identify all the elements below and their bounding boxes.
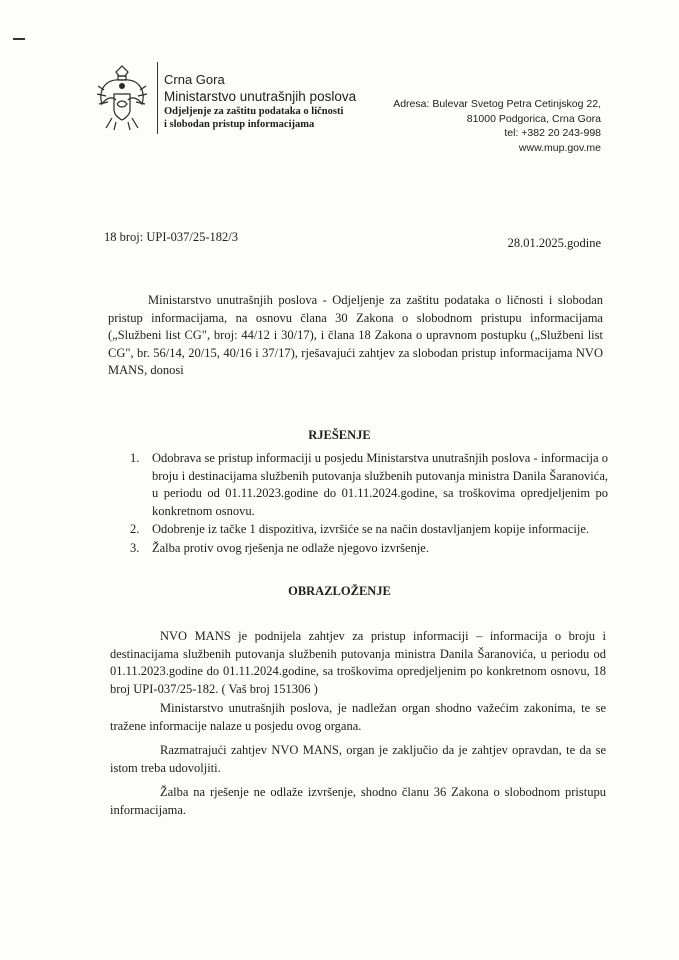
decision-list [130, 446, 608, 558]
list-item [130, 540, 608, 558]
header-divider [157, 62, 158, 134]
item-number: 3. [130, 540, 140, 555]
list-item [130, 450, 608, 520]
list-item [130, 521, 608, 539]
reasoning-paragraph-4: Žalba na rješenje ne odlaže izvršenje, shodno članu 36 Zakona o slobodnom pristupu informacijama. [110, 785, 606, 817]
reference-number: 18 broj: UPI-037/25-182/3 [104, 230, 239, 244]
reasoning-title: OBRAZLOŽENJE [288, 584, 391, 598]
reasoning-paragraph-2: Ministarstvo unutrašnjih poslova, je nadležan organ shodno važećim zakonima, te se tražene informacije nalaze u posjedu ovog organa. [110, 701, 606, 733]
department-line-1: Odjeljenje za zaštitu podataka o ličnosti [164, 106, 344, 117]
organization-block [164, 72, 356, 131]
reasoning-paragraph-1: NVO MANS je podnijela zahtjev za pristup informaciji – informacija o broju i destinacijama službenih putovanja službenih putovanja ministra Danila Šaranovića, u periodu od 01.11.2023.godine do 01.11.2024.godine, sa troškovima opredjeljenim po konkretnom osnovu, 18 broj UPI-037/25-182. ( Vaš broj 151306 ) [110, 629, 606, 696]
coat-of-arms-icon [94, 64, 150, 132]
scan-mark [13, 38, 25, 40]
decision-title: RJEŠENJE [308, 428, 371, 442]
item-number: 2. [130, 522, 140, 536]
address-line-2: 81000 Podgorica, Crna Gora [466, 112, 601, 125]
country-name: Crna Gora [164, 72, 225, 87]
intro-paragraph: Ministarstvo unutrašnjih poslova - Odjeljenje za zaštitu podataka o ličnosti i slobodan pristup informacijama, na osnovu člana 30 Zakona o slobodnom pristupu informacijama („Službeni list CG", broj: 44/12 i 30/17), i člana 18 Zakona o upravnom postupku („Službeni list CG", br. 56/14, 20/15, 40/16 i 37/17), rješavajući zahtjev za slobodan pristup informacijama NVO MANS, donosi [108, 293, 603, 377]
item-number: 1. [130, 451, 140, 465]
website-link[interactable]: www.mup.gov.me [518, 141, 601, 154]
item-text: Žalba protiv ovog rješenja ne odlaže njegovo izvršenje. [152, 540, 429, 555]
phone: tel: +382 20 243-998 [504, 127, 601, 139]
document-date: 28.01.2025.godine [507, 236, 601, 250]
reasoning-paragraph-3: Razmatrajući zahtjev NVO MANS, organ je zaključio da je zahtjev opravdan, te da se istom treba udovoljiti. [110, 743, 606, 775]
department-line-2: i slobodan pristup informacijama [164, 119, 315, 130]
item-text: Odobrava se pristup informaciji u posjedu Ministarstva unutrašnjih poslova - informacija o broju i destinacijama službenih putovanja službenih putovanja ministra Danila Šaranovića, u periodu od 01.11.2023.godine do 01.11.2024.godine, sa troškovima opredjeljenim po konkretnom osnovu. [152, 451, 608, 518]
address-block [393, 97, 601, 155]
address-line-1: Adresa: Bulevar Svetog Petra Cetinjskog 22, [393, 98, 601, 110]
ministry-name: Ministarstvo unutrašnjih poslova [164, 89, 357, 104]
item-text: Odobrenje iz tačke 1 dispozitiva, izvršiće se na način dostavljanjem kopije informacije. [152, 522, 589, 536]
